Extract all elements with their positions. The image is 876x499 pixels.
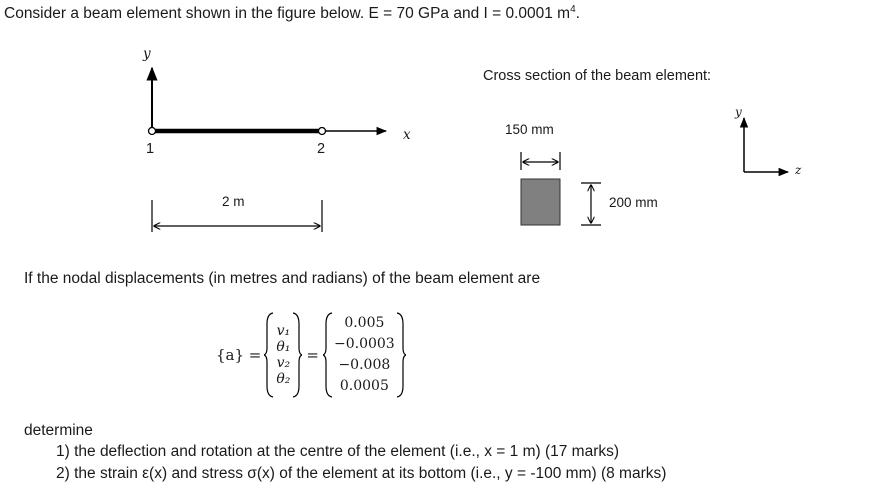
question-item-2: 2) the strain ε(x) and stress σ(x) of the element at its bottom (i.e., y = -100 mm) (8 marks) <box>56 465 667 482</box>
node-2-label: 2 <box>317 141 326 157</box>
node-2-circle <box>319 128 326 135</box>
left-brace-1 <box>264 312 274 398</box>
symbol-v2: v₂ <box>276 355 291 371</box>
node-1-circle <box>149 128 156 135</box>
value-v2: −0.008 <box>338 357 391 373</box>
determine-label: determine <box>24 422 93 439</box>
cs-z-label: z <box>795 163 802 177</box>
value-vector <box>333 313 396 397</box>
node-1-label: 1 <box>146 141 155 157</box>
symbol-vector <box>274 323 292 387</box>
nodal-displacement-text: If the nodal displacements (in metres and radians) of the beam element are <box>24 270 541 287</box>
symbol-theta2: θ₂ <box>276 371 291 387</box>
right-brace-1 <box>292 312 302 398</box>
value-v1: 0.005 <box>344 315 385 331</box>
equation-equals: = <box>306 346 319 364</box>
x-axis-label: x <box>403 127 411 143</box>
symbol-v1: v₁ <box>276 323 291 339</box>
value-theta2: 0.0005 <box>339 378 389 394</box>
right-brace-2 <box>396 312 406 398</box>
cs-y-label: y <box>735 105 742 119</box>
left-brace-2 <box>323 312 333 398</box>
cross-section-title: Cross section of the beam element: <box>483 68 712 84</box>
cross-section-rect <box>521 179 560 225</box>
intro-main: Consider a beam element shown in the figure below. E = 70 GPa and I = 0.0001 m <box>4 5 571 23</box>
intro-period: . <box>575 5 580 23</box>
y-axis-label: y <box>143 46 151 62</box>
equation-lhs: {a} = <box>216 346 262 364</box>
height-label: 200 mm <box>609 195 658 210</box>
intro-superscript: 4 <box>570 4 576 15</box>
symbol-theta1: θ₁ <box>276 339 291 355</box>
question-item-1: 1) the deflection and rotation at the centre of the element (i.e., x = 1 m) (17 marks) <box>56 443 620 460</box>
length-label: 2 m <box>222 194 245 209</box>
displacement-equation <box>216 311 406 399</box>
width-label: 150 mm <box>505 122 554 137</box>
value-theta1: −0.0003 <box>334 336 395 352</box>
